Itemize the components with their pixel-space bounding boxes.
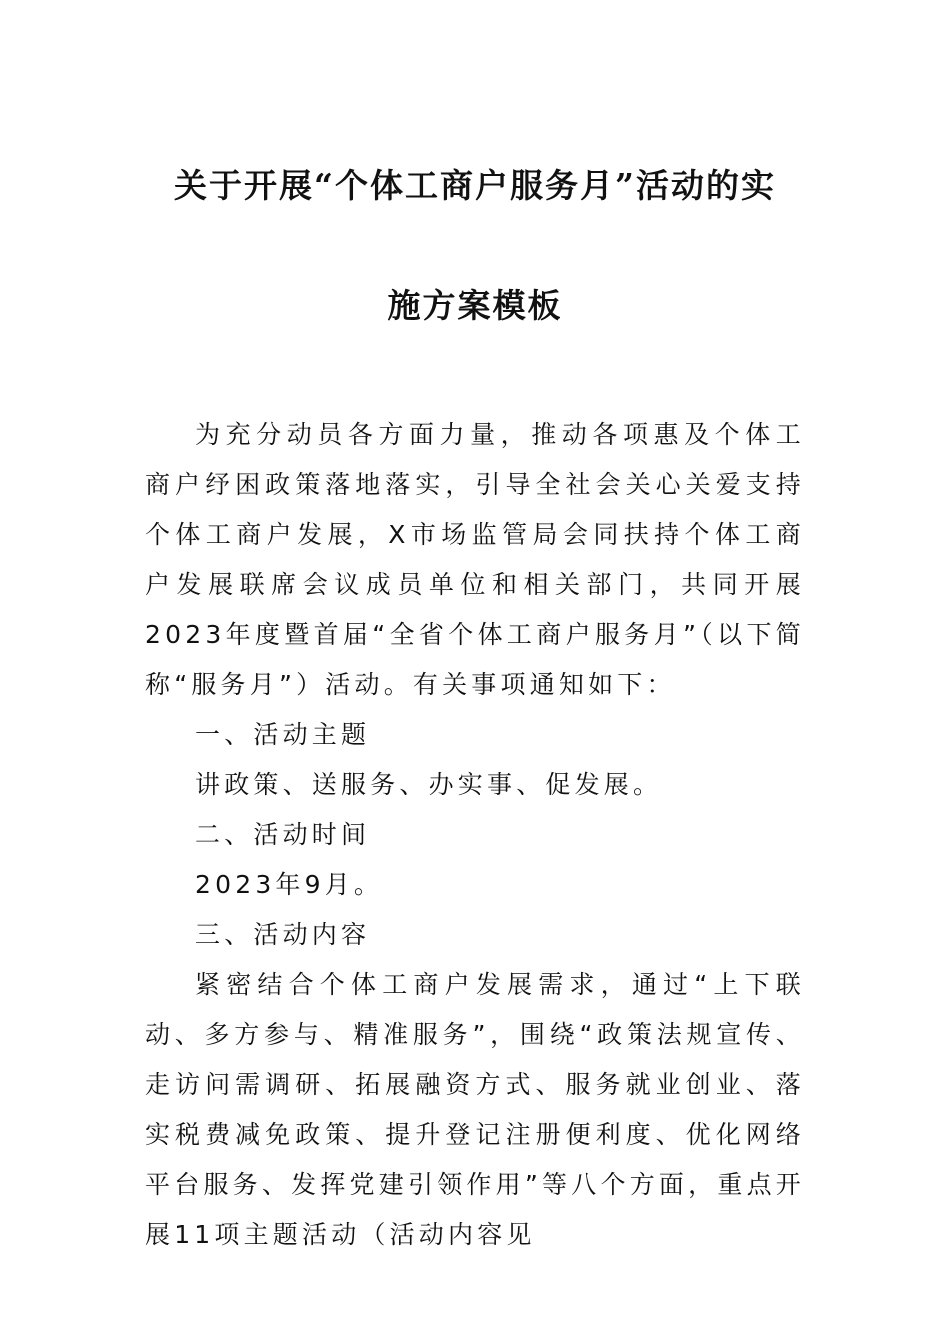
- intro-paragraph: 为充分动员各方面力量，推动各项惠及个体工商户纾困政策落地落实，引导全社会关心关爱支持个体工商户发展，X市场监管局会同扶持个体工商户发展联席会议成员单位和相关部门，共同开展2023年度暨首届“全省个体工商户服务月”（以下简称“服务月”）活动。有关事项通知如下：: [145, 420, 805, 699]
- document-body: [145, 410, 805, 1260]
- document-title-line-1: 关于开展“个体工商户服务月”活动的实: [174, 166, 776, 205]
- section-3-paragraph: 紧密结合个体工商户发展需求，通过“上下联动、多方参与、精准服务”，围绕“政策法规宣传、走访问需调研、拓展融资方式、服务就业创业、落实税费减免政策、提升登记注册便利度、优化网络平台服务、发挥党建引领作用”等八个方面，重点开展11项主题活动（活动内容见: [145, 970, 805, 1249]
- section-1-body: 讲政策、送服务、办实事、促发展。: [195, 770, 663, 799]
- section-2-heading: 二、活动时间: [195, 820, 371, 849]
- section-1-heading: 一、活动主题: [195, 720, 371, 749]
- document-title-line-2: 施方案模板: [387, 286, 563, 325]
- section-3-heading: 三、活动内容: [195, 920, 371, 949]
- section-2-body: 2023年9月。: [195, 870, 384, 899]
